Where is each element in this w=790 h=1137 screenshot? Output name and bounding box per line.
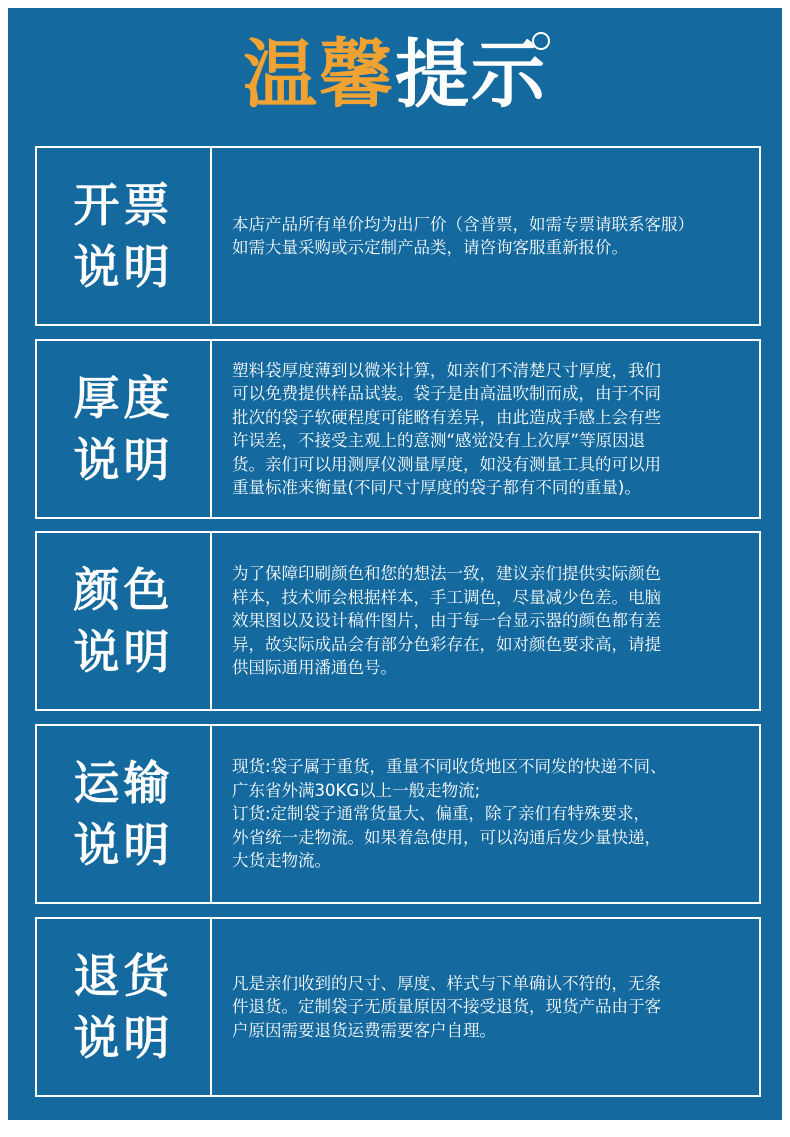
section-heading-line2: 说明 xyxy=(73,818,174,872)
section-heading xyxy=(37,726,212,902)
section-body xyxy=(212,726,759,902)
section-heading-line2: 说明 xyxy=(73,1011,174,1065)
section-body xyxy=(212,148,759,324)
section-returns xyxy=(35,917,761,1097)
page-title xyxy=(0,30,790,120)
title-rest: 提示 xyxy=(395,32,547,118)
section-color xyxy=(35,531,761,711)
section-heading-line1: 运输 xyxy=(73,756,174,810)
section-heading xyxy=(37,341,212,517)
section-text: 为了保障印刷颜色和您的想法一致，建议亲们提供实际颜色 样本，技术师会根据样本，手工调色，尽量减少色差。电脑 效果图以及设计稿件图片，由于每一台显示器的颜色都有差 异，故实际成品会有部分色彩存在，如对颜色要求高，请提 供国际通用潘通色号。 xyxy=(232,564,661,678)
section-heading-line1: 厚度 xyxy=(73,371,174,425)
section-heading-line1: 退货 xyxy=(73,949,174,1003)
section-shipping xyxy=(35,724,761,904)
section-heading xyxy=(37,919,212,1095)
section-heading-line2: 说明 xyxy=(73,625,174,679)
section-heading xyxy=(37,148,212,324)
title-degree-mark xyxy=(532,32,550,50)
title-accent: 温馨 xyxy=(243,32,395,118)
section-body xyxy=(212,919,759,1095)
section-heading xyxy=(37,533,212,709)
section-body xyxy=(212,533,759,709)
section-thickness xyxy=(35,339,761,519)
section-heading-line1: 开票 xyxy=(73,178,174,232)
section-invoice xyxy=(35,146,761,326)
section-text: 凡是亲们收到的尺寸、厚度、样式与下单确认不符的，无条 件退货。定制袋子无质量原因不接受退货，现货产品由于客 户原因需要退货运费需要客户自理。 xyxy=(232,973,661,1040)
section-heading-line2: 说明 xyxy=(73,433,174,487)
section-text: 塑料袋厚度薄到以微米计算，如亲们不清楚尺寸厚度，我们 可以免费提供样品试装。袋子是由高温吹制而成，由于不同 批次的袋子软硬程度可能略有差异，由此造成手感上会有些 许误差，不接受主观上的意测“感觉没有上次厚”等原因退 货。亲们可以用测厚仪测量厚度，如没有测量工具的可以用 重量标准来衡量(不同尺寸厚度的袋子都有不同的重量)。 xyxy=(232,360,661,497)
section-body xyxy=(212,341,759,517)
section-text: 现货:袋子属于重货，重量不同收货地区不同发的快递不同、 广东省外满30KG以上一般走物流; 订货:定制袋子通常货量大、偏重，除了亲们有特殊要求， 外省统一走物流。如果着急使用，可以沟通后发少量快递， 大货走物流。 xyxy=(232,757,667,871)
section-heading-line2: 说明 xyxy=(73,240,174,294)
section-heading-line1: 颜色 xyxy=(73,563,174,617)
section-text: 本店产品所有单价均为出厂价（含普票，如需专票请联系客服） 如需大量采购或示定制产品类，请咨询客服重新报价。 xyxy=(232,214,694,257)
